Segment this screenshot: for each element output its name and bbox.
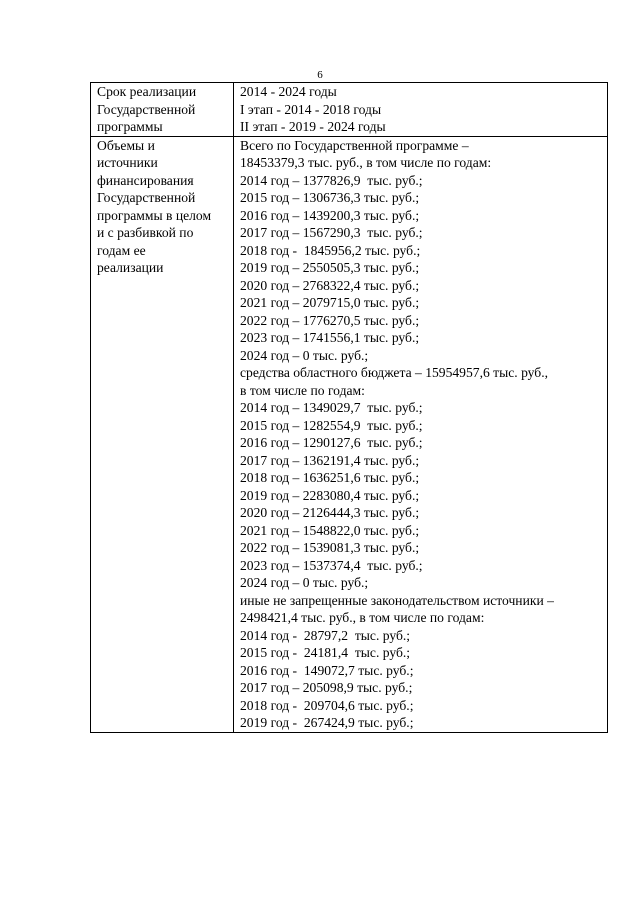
label-line: реализации	[97, 260, 164, 275]
content-line: 2017 год – 205098,9 тыс. руб.;	[240, 680, 413, 695]
content-line: 2014 год - 28797,2 тыс. руб.;	[240, 627, 411, 643]
table-row-implementation-period	[91, 83, 608, 137]
content-line: 2024 год – 0 тыс. руб.;	[240, 575, 369, 590]
content-line: 2017 год – 1362191,4 тыс. руб.;	[240, 452, 420, 468]
content-line: 2017 год – 1567290,3 тыс. руб.;	[240, 225, 423, 240]
content-line: 2022 год – 1539081,3 тыс. руб.;	[240, 540, 420, 555]
content-line: 2021 год – 1548822,0 тыс. руб.;	[240, 522, 420, 538]
content-line: в том числе по годам:	[240, 382, 365, 398]
content-line: 2018 год - 1845956,2 тыс. руб.;	[240, 242, 421, 258]
content-line: 2023 год – 1741556,1 тыс. руб.;	[240, 330, 420, 345]
content-line: 2016 год – 1290127,6 тыс. руб.;	[240, 435, 423, 450]
content-line: 2498421,4 тыс. руб., в том числе по годам:	[240, 610, 485, 625]
content-line: 2015 год – 1306736,3 тыс. руб.;	[240, 190, 420, 205]
content-line: 2020 год – 2768322,4 тыс. руб.;	[240, 277, 420, 293]
content-line: 2023 год – 1537374,4 тыс. руб.;	[240, 557, 423, 573]
label-line: финансирования	[97, 172, 194, 188]
table-row-funding	[91, 136, 608, 732]
label-line: годам ее	[97, 242, 146, 258]
content-line: 2019 год – 2550505,3 тыс. руб.;	[240, 260, 420, 275]
content-line: 2019 год - 267424,9 тыс. руб.;	[240, 715, 414, 730]
content-line: 2014 - 2024 годы	[240, 84, 337, 99]
label-line: программы в целом	[97, 207, 212, 223]
content-line: I этап - 2014 - 2018 годы	[240, 101, 382, 117]
content-line: средства областного бюджета – 15954957,6 тыс. руб.,	[240, 365, 549, 380]
label-cell	[91, 136, 234, 732]
label-line: Срок реализации	[97, 84, 197, 99]
label-line: источники	[97, 155, 158, 170]
label-line: Государственной	[97, 101, 196, 117]
content-line: 2016 год - 149072,7 тыс. руб.;	[240, 662, 414, 678]
content-line: 2021 год – 2079715,0 тыс. руб.;	[240, 295, 420, 310]
label-cell	[91, 83, 234, 137]
content-line: 2014 год – 1349029,7 тыс. руб.;	[240, 400, 423, 415]
content-line: 2019 год – 2283080,4 тыс. руб.;	[240, 487, 420, 503]
content-cell	[234, 136, 608, 732]
content-line: 2020 год – 2126444,3 тыс. руб.;	[240, 505, 420, 520]
content-line: II этап - 2019 - 2024 годы	[240, 119, 386, 134]
content-line: 2015 год – 1282554,9 тыс. руб.;	[240, 417, 423, 433]
label-line: Государственной	[97, 190, 196, 205]
content-line: 2016 год – 1439200,3 тыс. руб.;	[240, 207, 420, 223]
content-line: 2024 год – 0 тыс. руб.;	[240, 347, 369, 363]
content-line: 2014 год – 1377826,9 тыс. руб.;	[240, 172, 423, 188]
label-line: и с разбивкой по	[97, 225, 194, 240]
label-line: программы	[97, 119, 163, 134]
content-line: 2018 год – 1636251,6 тыс. руб.;	[240, 470, 420, 485]
content-line: 2022 год – 1776270,5 тыс. руб.;	[240, 312, 420, 328]
content-line: Всего по Государственной программе –	[240, 137, 469, 153]
content-line: 2015 год - 24181,4 тыс. руб.;	[240, 645, 411, 660]
program-passport-table	[90, 82, 608, 733]
content-cell	[234, 83, 608, 137]
page-number: 6	[317, 69, 323, 81]
content-line: 2018 год - 209704,6 тыс. руб.;	[240, 697, 414, 713]
content-line: иные не запрещенные законодательством источники –	[240, 592, 554, 608]
content-line: 18453379,3 тыс. руб., в том числе по годам:	[240, 155, 492, 170]
label-line: Объемы и	[97, 137, 155, 153]
